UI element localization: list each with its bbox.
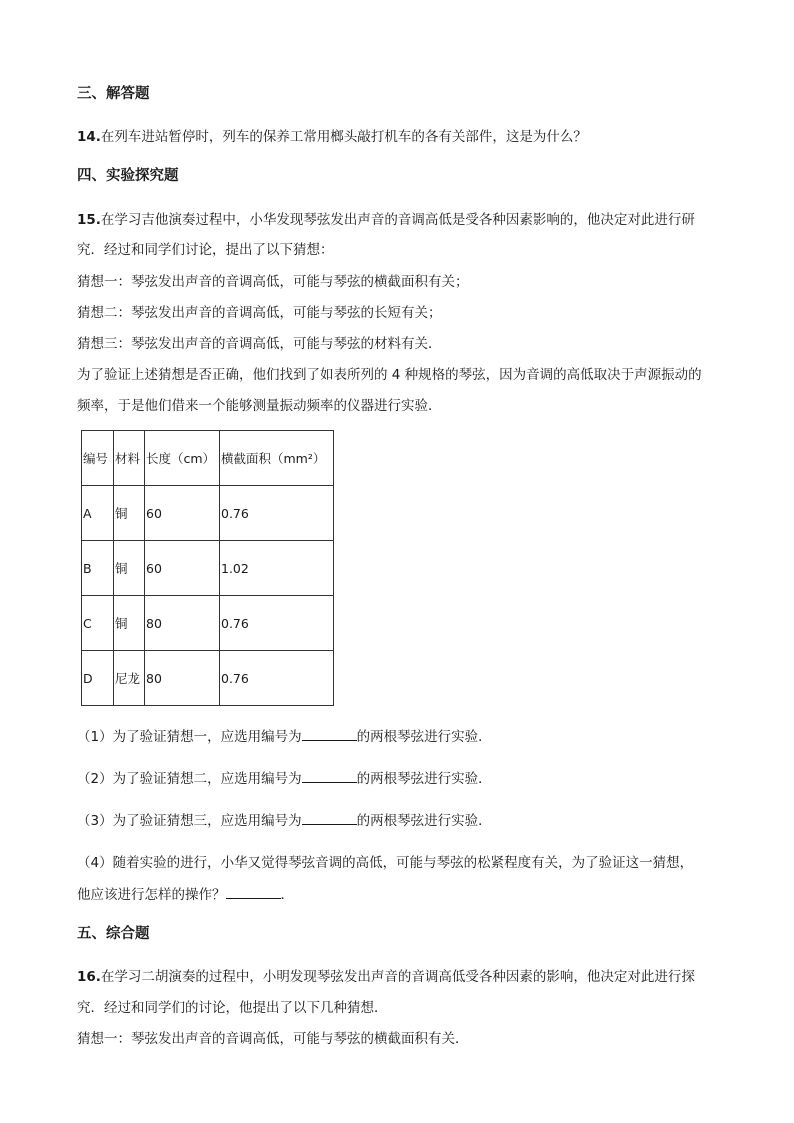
table-cell: 铜 <box>114 541 145 596</box>
section-heading-4: 四、实验探究题 <box>77 168 179 184</box>
sub-question-3 <box>77 809 492 829</box>
table-row <box>82 486 334 541</box>
section-heading-5: 五、综合题 <box>77 926 150 942</box>
section-heading-3: 三、解答题 <box>77 86 150 102</box>
table-row <box>82 541 334 596</box>
table-cell: A <box>82 486 114 541</box>
sub-question-text: 的两根琴弦进行实验． <box>356 729 492 745</box>
question-16-guess-1: 猜想一：琴弦发出声音的音调高低，可能与琴弦的横截面积有关． <box>77 1031 469 1047</box>
sub-question-1 <box>77 725 492 745</box>
question-15-line-4: 频率，于是他们借来一个能够测量振动频率的仪器进行实验． <box>77 398 442 414</box>
guess-2: 猜想二：琴弦发出声音的音调高低，可能与琴弦的长短有关； <box>77 305 442 321</box>
string-spec-table <box>81 430 334 706</box>
table-cell: 尼龙 <box>114 651 145 706</box>
table-cell: B <box>82 541 114 596</box>
table-cell: 0.76 <box>220 486 334 541</box>
sub-question-text: （2）为了验证猜想二，应选用编号为 <box>77 771 302 787</box>
header-cell: 编号 <box>82 431 114 486</box>
question-text: 在列车进站暂停时，列车的保养工常用榔头敲打机车的各有关部件，这是为什么？ <box>100 129 587 145</box>
table-row <box>82 596 334 651</box>
question-number: 15. <box>77 212 101 228</box>
sub-question-text: ． <box>280 887 294 903</box>
guess-3: 猜想三：琴弦发出声音的音调高低，可能与琴弦的材料有关． <box>77 336 442 352</box>
table-cell: D <box>82 651 114 706</box>
table-cell: 60 <box>145 486 220 541</box>
table-header-row <box>82 431 334 486</box>
header-cell: 长度（cm） <box>145 431 220 486</box>
sub-question-text: 的两根琴弦进行实验． <box>356 813 492 829</box>
table-cell: 0.76 <box>220 651 334 706</box>
table-cell: 铜 <box>114 596 145 651</box>
question-text: 在学习吉他演奏过程中，小华发现琴弦发出声音的音调高低是受各种因素影响的，他决定对此进行研 <box>100 212 695 228</box>
question-number: 16. <box>77 969 101 985</box>
question-text: 在学习二胡演奏的过程中，小明发现琴弦发出声音的音调高低受各种因素的影响，他决定对此进行探 <box>100 969 695 985</box>
answer-blank[interactable] <box>302 810 357 825</box>
table-cell: 80 <box>145 596 220 651</box>
table-cell: 80 <box>145 651 220 706</box>
table-cell: 1.02 <box>220 541 334 596</box>
table-row <box>82 651 334 706</box>
guess-1: 猜想一：琴弦发出声音的音调高低，可能与琴弦的横截面积有关； <box>77 274 469 290</box>
question-number: 14. <box>77 129 101 145</box>
sub-question-4-line-2 <box>77 883 294 903</box>
sub-question-text: （3）为了验证猜想三，应选用编号为 <box>77 813 302 829</box>
answer-blank[interactable] <box>302 768 357 783</box>
question-16-line-2: 究．经过和同学们的讨论，他提出了以下几种猜想． <box>77 1000 388 1016</box>
table-cell: C <box>82 596 114 651</box>
question-14 <box>77 125 587 145</box>
table-cell: 0.76 <box>220 596 334 651</box>
sub-question-4-line-1: （4）随着实验的进行，小华又觉得琴弦音调的高低，可能与琴弦的松紧程度有关，为了验证这一猜想， <box>77 855 694 871</box>
header-cell: 材料 <box>114 431 145 486</box>
answer-blank[interactable] <box>302 726 357 741</box>
sub-question-2 <box>77 767 492 787</box>
question-15-line-2: 究．经过和同学们讨论，提出了以下猜想： <box>77 242 334 258</box>
question-16-line-1 <box>77 965 695 985</box>
question-15-line-1 <box>77 208 695 228</box>
sub-question-text: 的两根琴弦进行实验． <box>356 771 492 787</box>
question-15-line-3: 为了验证上述猜想是否正确，他们找到了如表所列的 4 种规格的琴弦，因为音调的高低取决于声源振动的 <box>77 367 702 383</box>
answer-blank[interactable] <box>226 884 281 899</box>
sub-question-text: （1）为了验证猜想一，应选用编号为 <box>77 729 302 745</box>
table-cell: 60 <box>145 541 220 596</box>
table-cell: 铜 <box>114 486 145 541</box>
sub-question-text: 他应该进行怎样的操作？ <box>77 887 226 903</box>
header-cell: 横截面积（mm²） <box>220 431 334 486</box>
